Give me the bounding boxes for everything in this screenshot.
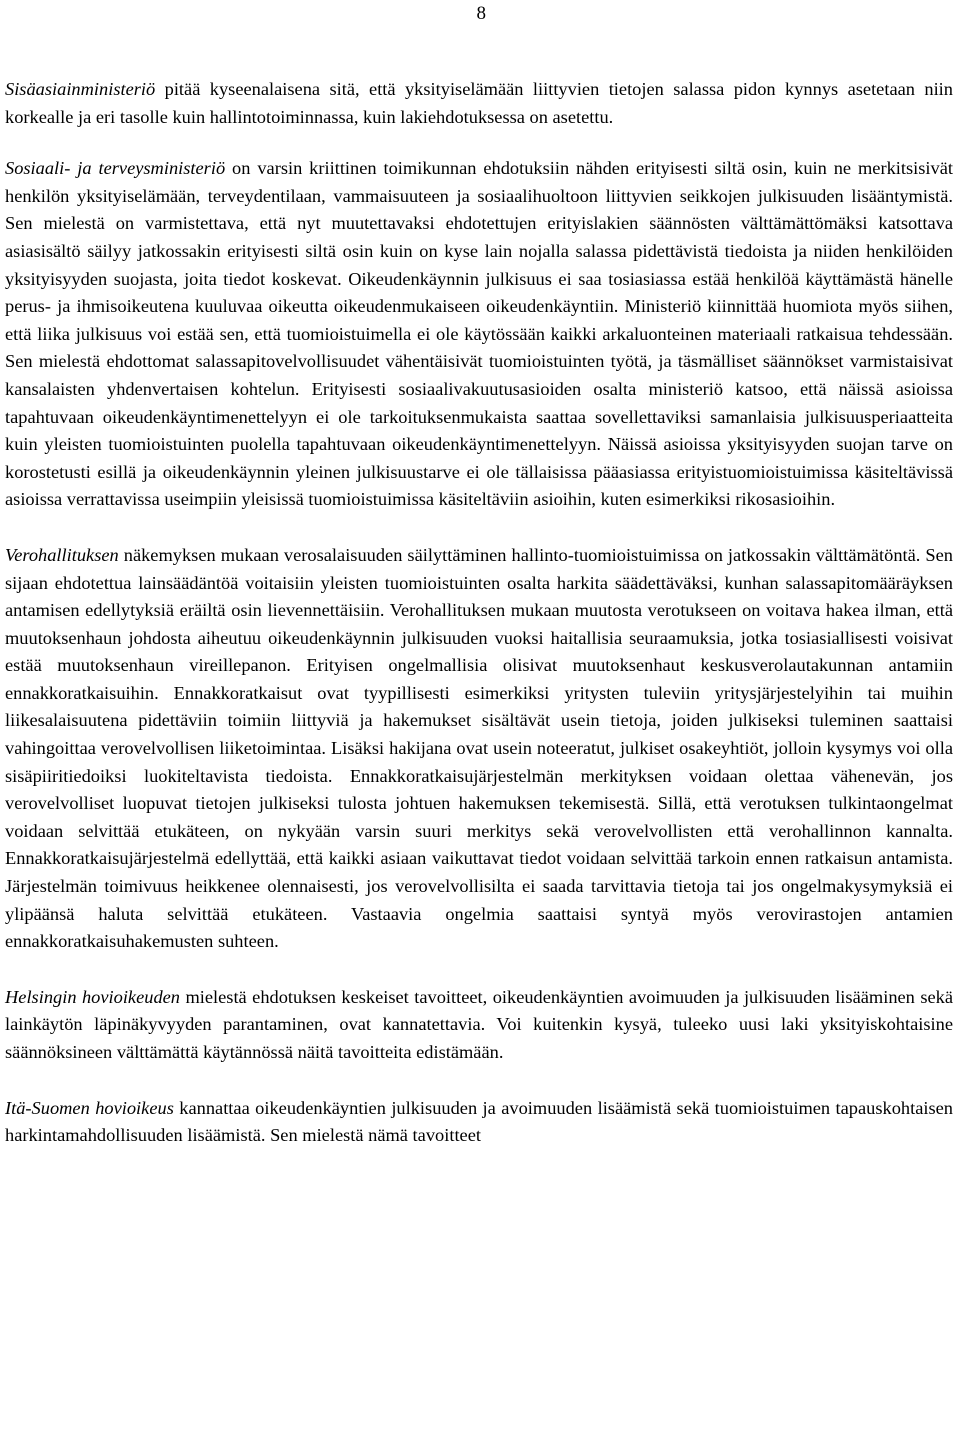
organization-name: Itä-Suomen hovioikeus	[5, 1097, 174, 1118]
paragraph-sisaasiainministerio	[5, 76, 953, 131]
paragraph-verohallitus	[5, 542, 953, 956]
paragraph-text: näkemyksen mukaan verosalaisuuden säilyttäminen hallinto-tuomioistuimissa on jatkossakin välttämätöntä. Sen sijaan ehdotettua lainsäädäntöä voitaisiin yleisten tuomioistuinten osalta harkita säädettäväksi, kunhan salassapitomääräyksen antamisen edellytyksiä eräiltä osin lievennettäisiin. Verohallituksen mukaan muutosta verotukseen on voitava hakea ilman, että muutoksenhaun johdosta aiheutuu oikeudenkäynnin julkisuuden vuoksi haitallisia seuraamuksia, jotka tosiasiallisesti voisivat estää muutoksenhaun vireillepanon. Erityisen ongelmallisia olisivat muutoksenhaut keskusverolautakunnan antamiin ennakkoratkaisuihin. Ennakkoratkaisut ovat tyypillisesti esimerkiksi yritysten tuleviin yritysjärjestelyihin tai muihin liikesalaisuutena pidettäviin toimiin liittyviä ja hakemukset sisältävät usein tietoja, joiden julkiseksi tuleminen saattaisi vahingoittaa verovelvollisen liiketoimintaa. Lisäksi hakijana ovat usein noteeratut, julkiset osakeyhtiöt, jolloin kysymys voi olla sisäpiiritiedoiksi luokiteltavista tiedoista. Ennakkoratkaisujärjestelmän merkityksen voidaan olettaa vähenevän, jos verovelvolliset luopuvat tietojen julkiseksi tulosta johtuen hakemuksen tekemisestä. Sillä, että verotuksen tulkintaongelmat voidaan selvittää etukäteen, on nykyään varsin suuri merkitys sekä verovelvollisten että verohallinnon kannalta. Ennakkoratkaisujärjestelmä edellyttää, että kaikki asiaan vaikuttavat tiedot voidaan selvittää tarkoin ennen ratkaisun antamista. Järjestelmän toimivuus heikkenee olennaisesti, jos verovelvollisilta ei saada tarvittavia tietoja tai jos ongelmakysymyksiä ei ylipäänsä haluta selvittää etukäteen. Vastaavia ongelmia saattaisi syntyä myös verovirastojen antamien ennakkoratkaisuhakemusten suhteen.	[5, 544, 953, 952]
paragraph-sosiaali-ja-terveysministerio	[5, 155, 953, 514]
paragraph-helsingin-hovioikeus	[5, 984, 953, 1067]
organization-name: Sosiaali- ja terveysministeriö	[5, 158, 226, 179]
organization-name: Sisäasiainministeriö	[5, 79, 156, 99]
paragraph-text: pitää kyseenalaisena sitä, että yksityiselämään liittyvien tietojen salassa pidon kynnys asetetaan niin korkealle ja eri tasolle kuin hallintotoiminnassa, kuin lakiehdotuksessa on asetettu.	[5, 79, 953, 127]
paragraph-text: mielestä ehdotuksen keskeiset tavoitteet, oikeudenkäyntien avoimuuden ja julkisuuden lisääminen sekä lainkäytön läpinäkyvyyden parantaminen, ovat kannatettavia. Voi kuitenkin kysyä, tuleeko uusi laki yksityiskohtaisine säännöksineen välttämättä käytännössä näitä tavoitteita edistämään.	[5, 986, 953, 1062]
paragraph-text: on varsin kriittinen toimikunnan ehdotuksiin nähden erityisesti siltä osin, kuin ne merkitsisivät henkilön yksityiselämään, terveydentilaan, vammaisuuteen ja sosiaalihuoltoon liittyvien seikkojen julkisuuden lisääntymistä. Sen mielestä on varmistettava, että nyt muutettavaksi ehdotettujen erityislakien säännösten välttämättömäksi katsottava asiasisältö säilyy jatkossakin erityisesti siltä osin kuin on kyse lain nojalla salassa pidettävistä tiedoista ja niiden henkilöiden yksityisyyden suojasta, joita tiedot koskevat. Oikeudenkäynnin julkisuus ei saa tosiasiassa estää henkilöä käyttämästä hänelle perus- ja ihmisoikeutena kuuluvaa oikeutta oikeudenmukaiseen oikeudenkäyntiin. Ministeriö kiinnittää huomiota myös siihen, että liika julkisuus voi estää sen, että tuomioistuimella ei ole käytössään kaikki arkaluonteinen materiaali ratkaisua tehdessään. Sen mielestä ehdottomat salassapitovelvollisuudet vähentäisivät tuomioistuinten työtä, ja täsmälliset säännökset varmistaisivat kansalaisten yhdenvertaisen kohtelun. Erityisesti sosiaalivakuutusasioiden osalta ministeriö katsoo, että näissä asioissa tapahtuvaan oikeudenkäyntimenettelyyn ei ole tarkoituksenmukaista saattaa sovellettaviksi samanlaisia julkisuusperiaatteita kuin yleisten tuomioistuinten puolella tapahtuvaan oikeudenkäyntimenettelyyn. Näissä asioissa yksityisyyden suojan tarve on korostetusti esillä ja oikeudenkäynnin yleinen julkisuustarve ei ole tällaisissa pääasiassa erityistuomioistuimissa käsiteltävissä asioissa verrattavissa useimpiin yleisissä tuomioistuimissa käsiteltäviin asioihin, kuten esimerkiksi rikosasioihin.	[5, 158, 953, 510]
organization-name: Verohallituksen	[5, 544, 119, 565]
paragraph-ita-suomen-hovioikeus	[5, 1095, 953, 1150]
paragraph-text: kannattaa oikeudenkäyntien julkisuuden ja avoimuuden lisäämistä sekä tuomioistuimen tapauskohtaisen harkintamahdollisuuden lisäämistä. Sen mielestä nämä tavoitteet	[5, 1097, 953, 1146]
page-number: 8	[476, 3, 486, 24]
document-body	[5, 76, 953, 1174]
organization-name: Helsingin hovioikeuden	[5, 986, 180, 1007]
